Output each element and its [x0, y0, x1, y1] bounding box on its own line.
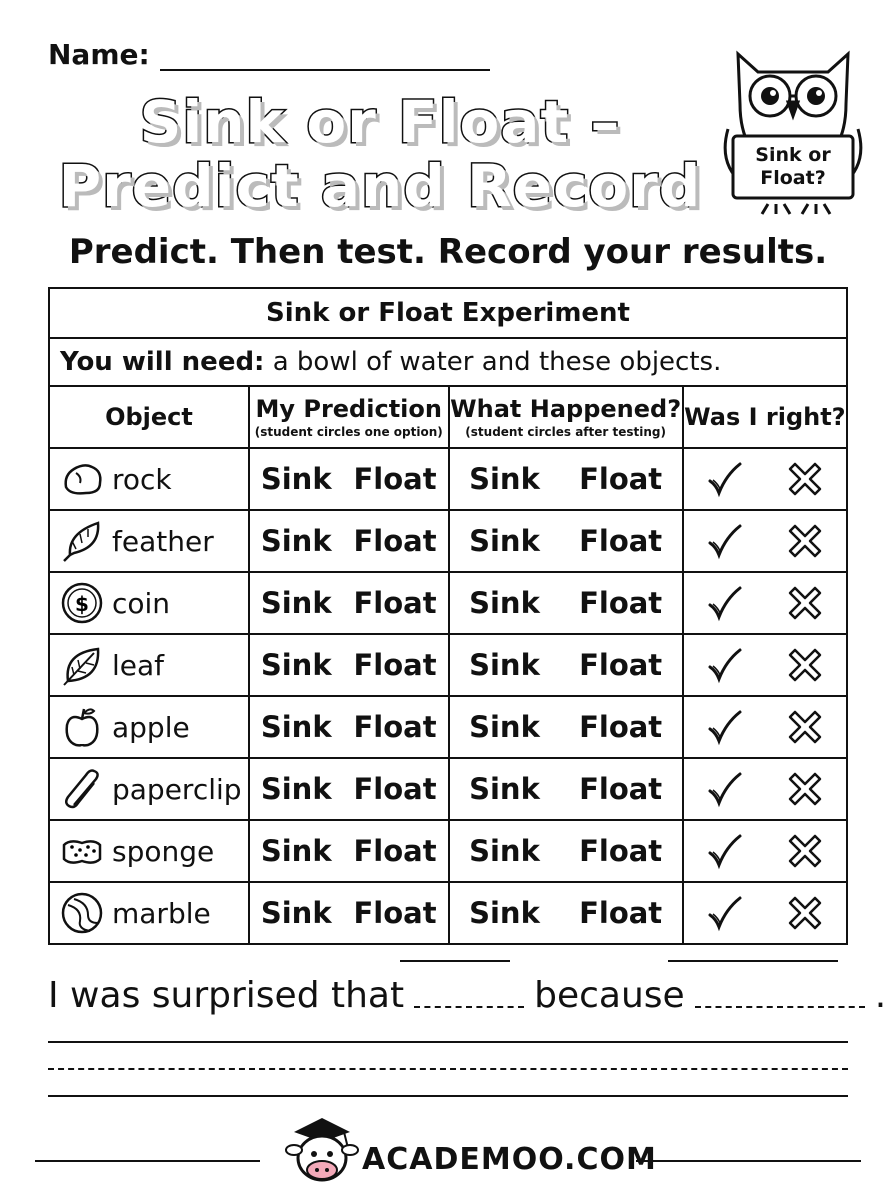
- object-name: apple: [112, 710, 190, 744]
- result-sink-option[interactable]: Sink: [469, 772, 540, 806]
- object-cell: [49, 758, 249, 820]
- owl-sign-line-2: Float?: [760, 167, 826, 189]
- col-prediction: My Prediction (student circles one option): [249, 386, 449, 448]
- prediction-float-option[interactable]: Float: [353, 648, 437, 682]
- coin-icon: [60, 581, 104, 625]
- result-sink-option[interactable]: Sink: [469, 524, 540, 558]
- prediction-sink-option[interactable]: Sink: [260, 462, 332, 496]
- name-label: Name:: [48, 38, 150, 71]
- col-prediction-note: (student circles one option): [254, 425, 443, 439]
- result-float-option[interactable]: Float: [579, 524, 663, 558]
- cross-icon[interactable]: [785, 831, 825, 871]
- object-name: marble: [112, 896, 211, 930]
- table-row: [49, 758, 847, 820]
- instructions: Predict. Then test. Record your results.: [68, 232, 828, 272]
- object-cell: [49, 572, 249, 634]
- checkmark-icon[interactable]: [704, 583, 744, 623]
- cross-icon[interactable]: [785, 583, 825, 623]
- blank-top-1: [400, 960, 510, 962]
- table-row: [49, 572, 847, 634]
- prediction-sink-option[interactable]: Sink: [260, 648, 332, 682]
- correct-cell: [683, 758, 847, 820]
- prediction-sink-option[interactable]: Sink: [260, 586, 332, 620]
- cross-icon[interactable]: [785, 769, 825, 809]
- cow-logo: [284, 1110, 360, 1190]
- result-sink-option[interactable]: Sink: [469, 648, 540, 682]
- checkmark-icon[interactable]: [704, 893, 744, 933]
- cross-icon[interactable]: [785, 707, 825, 747]
- title-line-1: Sink or Float –: [139, 88, 621, 156]
- result-float-option[interactable]: Float: [579, 896, 663, 930]
- table-row: [49, 448, 847, 510]
- cross-icon[interactable]: [785, 645, 825, 685]
- prediction-cell: [249, 696, 449, 758]
- object-name: feather: [112, 524, 214, 558]
- materials-text: a bowl of water and these objects.: [264, 347, 722, 377]
- col-result: What Happened? (student circles after testing): [449, 386, 683, 448]
- prediction-float-option[interactable]: Float: [353, 772, 437, 806]
- result-cell: [449, 696, 683, 758]
- prediction-float-option[interactable]: Float: [353, 524, 437, 558]
- prediction-float-option[interactable]: Float: [353, 896, 437, 930]
- materials-row: [49, 338, 847, 386]
- correct-cell: [683, 696, 847, 758]
- correct-cell: [683, 572, 847, 634]
- col-object: Object: [49, 386, 249, 448]
- result-cell: [449, 572, 683, 634]
- object-name: sponge: [112, 834, 215, 868]
- result-cell: [449, 882, 683, 944]
- experiment-table: [48, 287, 848, 945]
- prediction-float-option[interactable]: Float: [353, 834, 437, 868]
- prediction-cell: [249, 572, 449, 634]
- correct-cell: [683, 820, 847, 882]
- reason-blank[interactable]: [695, 1002, 865, 1008]
- object-name: coin: [112, 586, 171, 620]
- prediction-cell: [249, 448, 449, 510]
- object-cell: [49, 696, 249, 758]
- result-cell: [449, 510, 683, 572]
- rock-icon: [60, 457, 104, 501]
- correct-cell: [683, 510, 847, 572]
- footer-rule-right: [636, 1160, 861, 1162]
- prediction-cell: [249, 820, 449, 882]
- result-sink-option[interactable]: Sink: [469, 586, 540, 620]
- result-sink-option[interactable]: Sink: [469, 710, 540, 744]
- cross-icon[interactable]: [785, 521, 825, 561]
- prediction-cell: [249, 882, 449, 944]
- brand-name: ACADEMOO.COM: [362, 1142, 657, 1177]
- result-float-option[interactable]: Float: [579, 772, 663, 806]
- table-row: [49, 820, 847, 882]
- title-line-2: Predict and Record: [58, 152, 702, 220]
- result-float-option[interactable]: Float: [579, 462, 663, 496]
- result-cell: [449, 634, 683, 696]
- object-cell: [49, 448, 249, 510]
- checkmark-icon[interactable]: [704, 831, 744, 871]
- prediction-cell: [249, 758, 449, 820]
- prediction-float-option[interactable]: Float: [353, 710, 437, 744]
- checkmark-icon[interactable]: [704, 645, 744, 685]
- reflection-sentence: [48, 975, 886, 1016]
- result-sink-option[interactable]: Sink: [469, 834, 540, 868]
- correct-cell: [683, 634, 847, 696]
- cross-icon[interactable]: [785, 459, 825, 499]
- marble-icon: [60, 891, 104, 935]
- table-row: [49, 882, 847, 944]
- materials-label: You will need:: [60, 347, 265, 377]
- leaf-icon: [60, 643, 104, 687]
- prediction-cell: [249, 634, 449, 696]
- checkmark-icon[interactable]: [704, 459, 744, 499]
- checkmark-icon[interactable]: [704, 707, 744, 747]
- surprise-blank[interactable]: [414, 1002, 524, 1008]
- prediction-cell: [249, 510, 449, 572]
- object-cell: [49, 882, 249, 944]
- correct-cell: [683, 882, 847, 944]
- reflection-part-2: because: [534, 975, 685, 1016]
- result-float-option[interactable]: Float: [579, 710, 663, 744]
- svg-text:$: $: [75, 592, 89, 616]
- object-cell: [49, 510, 249, 572]
- table-header-row: [49, 386, 847, 448]
- reflection-part-1: I was surprised that: [48, 975, 405, 1016]
- col-correct: Was I right?: [683, 386, 847, 448]
- checkmark-icon[interactable]: [704, 769, 744, 809]
- prediction-sink-option[interactable]: Sink: [260, 834, 332, 868]
- owl-sign-line-1: Sink or: [755, 144, 831, 166]
- apple-icon: [60, 705, 104, 749]
- result-float-option[interactable]: Float: [579, 834, 663, 868]
- sponge-icon: [60, 829, 104, 873]
- object-cell: [49, 634, 249, 696]
- blank-top-2: [668, 960, 838, 962]
- table-caption: Sink or Float Experiment: [49, 288, 847, 338]
- table-row: [49, 510, 847, 572]
- prediction-float-option[interactable]: Float: [353, 586, 437, 620]
- prediction-sink-option[interactable]: Sink: [260, 772, 332, 806]
- result-sink-option[interactable]: Sink: [469, 896, 540, 930]
- owl-mascot: [718, 44, 868, 219]
- cow-icon: [284, 1110, 360, 1190]
- writing-line-2[interactable]: [48, 1068, 848, 1070]
- owl-sign-text: [733, 144, 853, 190]
- prediction-sink-option[interactable]: Sink: [260, 896, 332, 930]
- object-cell: [49, 820, 249, 882]
- feather-icon: [60, 519, 104, 563]
- checkmark-icon[interactable]: [704, 521, 744, 561]
- prediction-sink-option[interactable]: Sink: [260, 710, 332, 744]
- writing-line-1[interactable]: [48, 1041, 848, 1043]
- col-result-note: (student circles after testing): [465, 425, 666, 439]
- reflection-end: .: [874, 975, 887, 1016]
- correct-cell: [683, 448, 847, 510]
- result-cell: [449, 758, 683, 820]
- table-row: [49, 634, 847, 696]
- object-name: paperclip: [112, 772, 242, 806]
- footer-rule-left: [35, 1160, 260, 1162]
- result-float-option[interactable]: Float: [579, 648, 663, 682]
- name-blank[interactable]: [160, 39, 490, 71]
- owl-icon: [718, 44, 868, 219]
- table-row: [49, 696, 847, 758]
- object-name: rock: [112, 462, 172, 496]
- prediction-sink-option[interactable]: Sink: [260, 524, 332, 558]
- result-float-option[interactable]: Float: [579, 586, 663, 620]
- paperclip-icon: [60, 767, 104, 811]
- object-name: leaf: [112, 648, 165, 682]
- result-cell: [449, 448, 683, 510]
- result-cell: [449, 820, 683, 882]
- writing-line-3[interactable]: [48, 1095, 848, 1097]
- result-sink-option[interactable]: Sink: [469, 462, 540, 496]
- prediction-float-option[interactable]: Float: [353, 462, 437, 496]
- cross-icon[interactable]: [785, 893, 825, 933]
- name-field: [48, 38, 490, 71]
